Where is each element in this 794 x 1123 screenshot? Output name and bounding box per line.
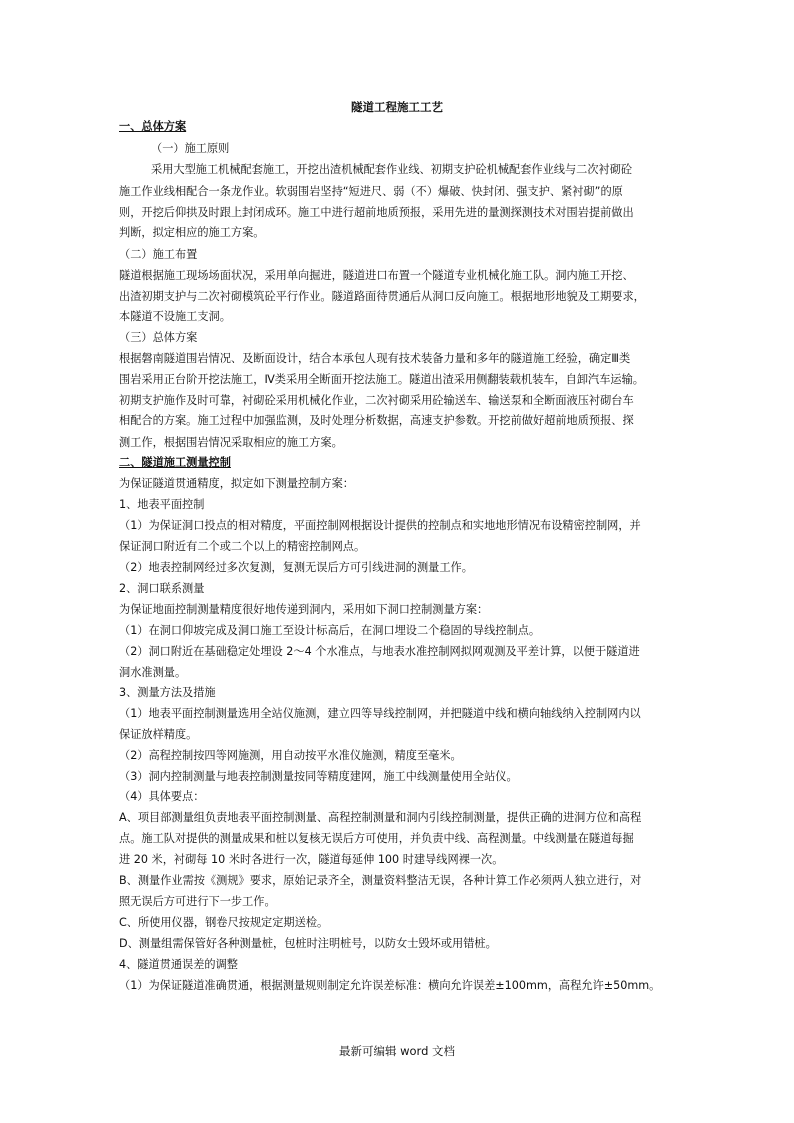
paragraph-line: 测工作，根据围岩情况采取相应的施工方案。	[119, 436, 343, 449]
paragraph-line: 进 20 米，衬砌每 10 米时各进行一次，隧道每延伸 100 时建导线网裸一次。	[119, 853, 504, 866]
paragraph-line: （2）地表控制网经过多次复测，复测无误后方可引线进洞的测量工作。	[119, 561, 473, 574]
numbered-heading: 1、地表平面控制	[119, 498, 205, 511]
paragraph-line: A、项目部测量组负责地表平面控制测量、高程控制测量和洞内引线控制测量，提供正确的进洞方位和高程	[119, 811, 642, 824]
paragraph-line: 采用大型施工机械配套施工，开挖出渣机械配套作业线、初期支护砼机械配套作业线与二次衬砌砼	[151, 163, 633, 176]
paragraph-line: D、测量组需保管好各种测量桩，包桩时注明桩号，以防女士毁坏或用错桩。	[119, 937, 497, 950]
paragraph-line: （4）具体要点：	[119, 790, 205, 803]
subheading-principle: （一）施工原则	[151, 142, 230, 155]
paragraph-line: 为保证隧道贯通精度，拟定如下测量控制方案：	[119, 477, 354, 490]
paragraph-line: 本隧道不设施工支洞。	[119, 310, 231, 323]
paragraph-line: 施工作业线相配合一条龙作业。软弱围岩坚持“短进尺、弱（不）爆破、快封闭、强支护、紧衬砌”的原	[119, 185, 623, 198]
paragraph-line: 初期支护施作及时可靠，衬砌砼采用机械化作业，二次衬砌采用砼输送车、输送泵和全断面液压衬砌台车	[119, 394, 634, 407]
paragraph-line: 为保证地面控制测量精度很好地传递到洞内，采用如下洞口控制测量方案：	[119, 603, 489, 616]
paragraph-line: （2）洞口附近在基础稳定处埋设 2～4 个水准点，与地表水准控制网拟网观测及平差计算，以便于隧道进	[119, 645, 640, 658]
paragraph-line: 则，开挖后仰拱及时跟上封闭成环。施工中进行超前地质预报，采用先进的量测探测技术对围岩提前做出	[119, 206, 634, 219]
paragraph-line: 根据磐南隧道围岩情况、及断面设计，结合本承包人现有技术装备力量和多年的隧道施工经验，确定Ⅲ类	[119, 352, 631, 365]
page-footer: 最新可编辑 word 文档	[338, 1044, 456, 1058]
paragraph-line: （3）洞内控制测量与地表控制测量按同等精度建网，施工中线测量使用全站仪。	[119, 770, 518, 783]
paragraph-line: 出渣初期支护与二次衬砌模筑砼平行作业。隧道路面待贯通后从洞口反向施工。根据地形地貌及工期要求，	[119, 290, 645, 303]
paragraph-line: （1）在洞口仰坡完成及洞口施工至设计标高后，在洞口埋设二个稳固的导线控制点。	[119, 624, 541, 637]
section-heading-1: 一、总体方案	[119, 120, 187, 133]
paragraph-line: 点。施工队对提供的测量成果和桩以复核无误后方可使用，并负责中线、高程测量。中线测量在隧道每掘	[119, 832, 634, 845]
numbered-heading: 2、洞口联系测量	[119, 582, 205, 595]
paragraph-line: （1）为保证洞口投点的相对精度，平面控制网根据设计提供的控制点和实地地形情况布设精密控制网，并	[119, 519, 641, 532]
section-heading-2: 二、隧道施工测量控制	[119, 456, 231, 469]
paragraph-line: 保证放样精度。	[119, 728, 198, 741]
paragraph-line: 照无误后方可进行下一步工作。	[119, 895, 276, 908]
paragraph-line: 保证洞口附近有二个或二个以上的精密控制网点。	[119, 540, 366, 553]
subheading-overall: （三）总体方案	[119, 331, 198, 344]
paragraph-line: C、所使用仪器，钢卷尺按规定定期送检。	[119, 916, 329, 929]
numbered-heading: 3、测量方法及措施	[119, 686, 216, 699]
paragraph-line: （2）高程控制按四等网施测，用自动按平水准仪施测，精度至毫米。	[119, 749, 462, 762]
paragraph-line: （1）为保证隧道准确贯通，根据测量规则制定允许误差标准：横向允许误差±100mm，高程允许±50mm。	[119, 979, 661, 992]
subheading-layout: （二）施工布置	[119, 248, 198, 261]
paragraph-line: （1）地表平面控制测量选用全站仪施测，建立四等导线控制网，并把隧道中线和横向轴线纳入控制网内以	[119, 707, 641, 720]
paragraph-line: 隧道根据施工现场场面状况，采用单向掘进，隧道进口布置一个隧道专业机械化施工队。洞内施工开挖、	[119, 269, 634, 282]
document-title: 隧道工程施工工艺	[351, 100, 443, 114]
paragraph-line: 围岩采用正台阶开挖法施工，Ⅳ类采用全断面开挖法施工。隧道出渣采用侧翻装载机装车，自卸汽车运输。	[119, 373, 644, 386]
paragraph-line: B、测量作业需按《测规》要求，原始记录齐全，测量资料整洁无误，各种计算工作必须两人独立进行，对	[119, 874, 642, 887]
paragraph-line: 相配合的方案。施工过程中加强监测，及时处理分析数据，高速支护参数。开挖前做好超前地质预报、探	[119, 414, 634, 427]
paragraph-line: 洞水准测量。	[119, 666, 187, 679]
paragraph-line: 判断，拟定相应的施工方案。	[119, 226, 265, 239]
numbered-heading: 4、隧道贯通误差的调整	[119, 958, 238, 971]
